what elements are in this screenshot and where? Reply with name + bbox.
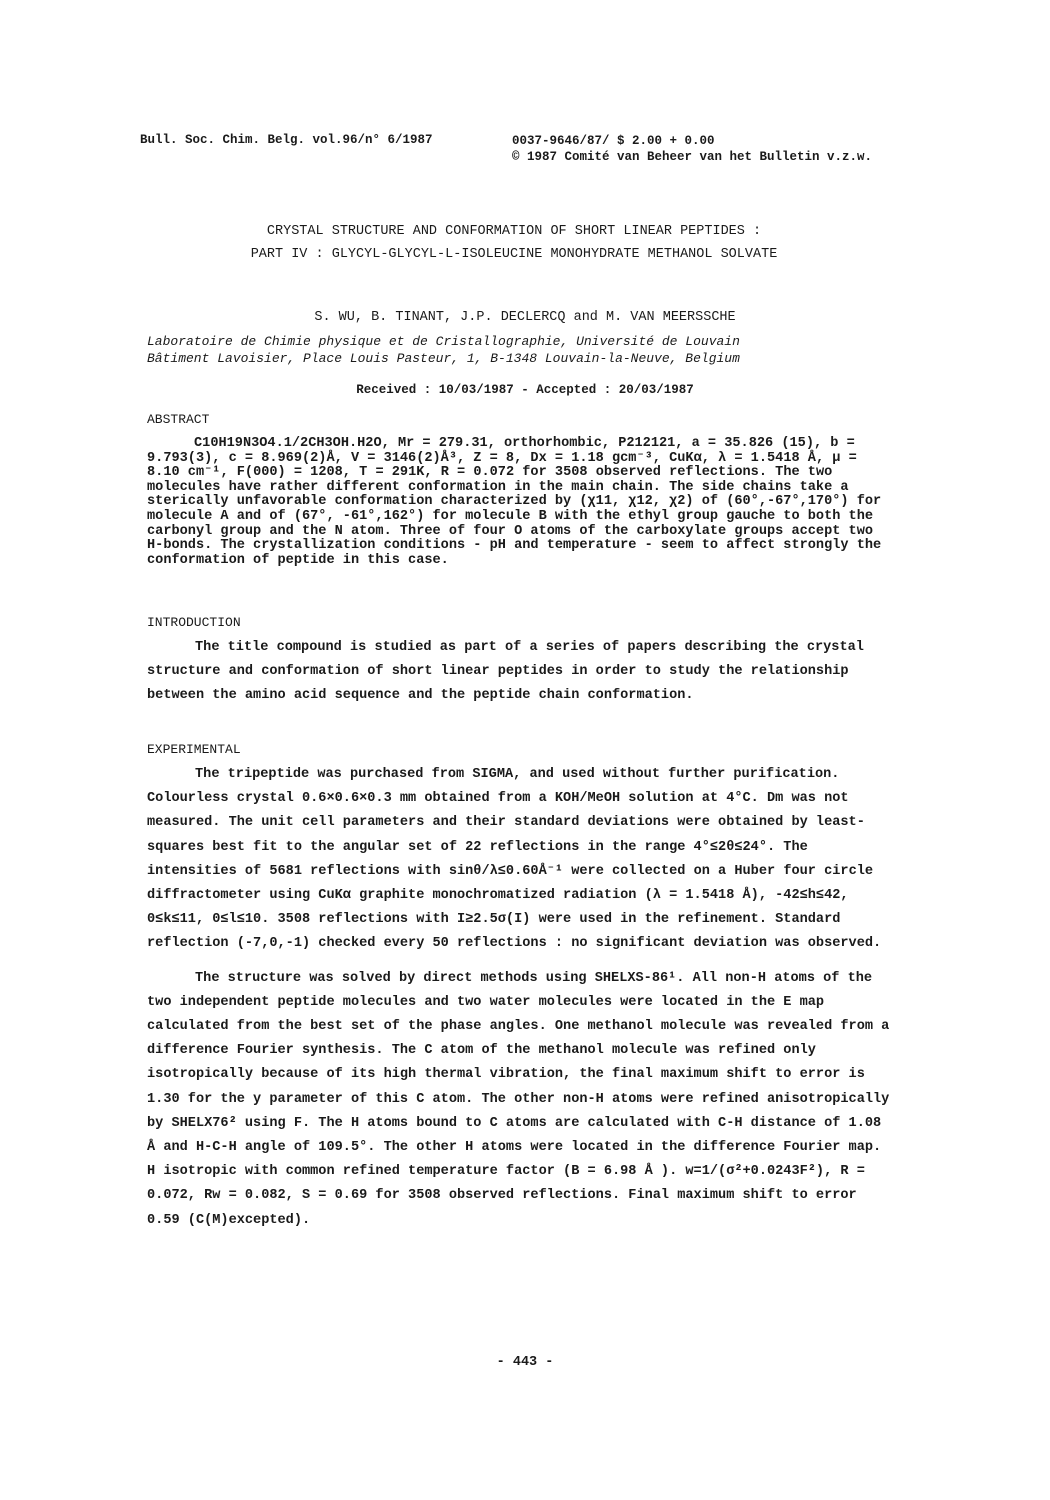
abstract-heading: ABSTRACT bbox=[147, 412, 210, 427]
title-line-1: CRYSTAL STRUCTURE AND CONFORMATION OF SHORT LINEAR PEPTIDES : bbox=[266, 224, 762, 239]
header-right bbox=[512, 133, 872, 165]
authors: S. WU, B. TINANT, J.P. DECLERCQ and M. VAN MEERSSCHE bbox=[314, 310, 736, 325]
received-dates: Received : 10/03/1987 - Accepted : 20/03/1987 bbox=[356, 383, 694, 397]
affiliation-line-1: Laboratoire de Chimie physique et de Cristallographie, Université de Louvain bbox=[147, 334, 740, 349]
copyright-line: © 1987 Comité van Beheer van het Bulletin v.z.w. bbox=[512, 150, 873, 164]
paper-title bbox=[0, 220, 1050, 266]
introduction-body bbox=[147, 636, 892, 709]
journal-code: 0037-9646/87/ $ 2.00 + 0.00 bbox=[512, 134, 715, 148]
affiliation-line-2: Bâtiment Lavoisier, Place Louis Pasteur, 1, B-1348 Louvain-la-Neuve, Belgium bbox=[147, 351, 740, 366]
page-number: - 443 - bbox=[496, 1355, 554, 1370]
experimental-heading: EXPERIMENTAL bbox=[147, 742, 241, 757]
introduction-heading: INTRODUCTION bbox=[147, 615, 241, 630]
experimental-paragraph-2: The structure was solved by direct methods using SHELXS-86¹. All non-H atoms of the two independent peptide molecules and two water molecules were located in the E map calculated from the best set of the phase angles. One methanol molecule was revealed from a difference Fourier synthesis. The C atom of the methanol molecule was refined only isotropically because of its high thermal vibration, the final maximum shift to error is 1.30 for the y parameter of this C atom. The other non-H atoms were refined anisotropically by SHELX76² using F. The H atoms bound to C atoms are calculated with C-H distance of 1.08 Å and H-C-H angle of 109.5°. The other H atoms were located in the difference Fourier map. H isotropic with common refined temperature factor (B = 6.98 Å ). w=1/(σ²+0.0243F²), R = 0.072, Rw = 0.082, S = 0.69 for 3508 observed reflections. Final maximum shift to error 0.59 (C(M)excepted). bbox=[147, 970, 890, 1228]
abstract-body bbox=[147, 437, 897, 568]
affiliation bbox=[147, 333, 740, 367]
abstract-text: C10H19N3O4.1/2CH3OH.H2O, Mr = 279.31, orthorhombic, P212121, a = 35.826 (15), b = 9.793(3), c = 8.969(2)Å, V = 3146(2)Å³, Z = 8, Dx = 1.18 gcm⁻³, CuKα, λ = 1.5418 Å, μ = 8.10 cm⁻¹, F(000) = 1208, T = 291K, R = 0.072 for 3508 observed reflections. The two molecules have rather different conformation in the main chain. The side chains take a sterically unfavorable conformation characterized by (χ11, χ12, χ2) of (60°,-67°,170°) for molecule A and of (67°, -61°,162°) for molecule B with the ethyl group gauche to both the carbonyl group and the N atom. Three of four O atoms of the carboxylate groups accept two H-bonds. The crystallization conditions - pH and temperature - seem to affect strongly the conformation of peptide in this case. bbox=[147, 436, 882, 568]
experimental-body bbox=[147, 763, 892, 1233]
introduction-text: The title compound is studied as part of a series of papers describing the crystal structure and conformation of short linear peptides in order to study the relationship between the amino acid sequence and the peptide chain conformation. bbox=[147, 640, 864, 704]
journal-citation: Bull. Soc. Chim. Belg. vol.96/n° 6/1987 bbox=[140, 133, 433, 147]
title-line-2: PART IV : GLYCYL-GLYCYL-L-ISOLEUCINE MONOHYDRATE METHANOL SOLVATE bbox=[250, 247, 778, 262]
experimental-paragraph-1: The tripeptide was purchased from SIGMA, and used without further purification. Colourless crystal 0.6×0.6×0.3 mm obtained from a KOH/MeOH solution at 4°C. Dm was not measured. The unit cell parameters and their standard deviations were obtained by least-squares best fit to the angular set of 22 reflections in the range 4°≤2θ≤24°. The intensities of 5681 reflections with sinθ/λ≤0.60Å⁻¹ were collected on a Huber four circle diffractometer using CuKα graphite monochromatized radiation (λ = 1.5418 Å), -42≤h≤42, 0≤k≤11, 0≤l≤10. 3508 reflections with I≥2.5σ(I) were used in the refinement. Standard reflection (-7,0,-1) checked every 50 reflections : no significant deviation was observed. bbox=[147, 767, 882, 952]
